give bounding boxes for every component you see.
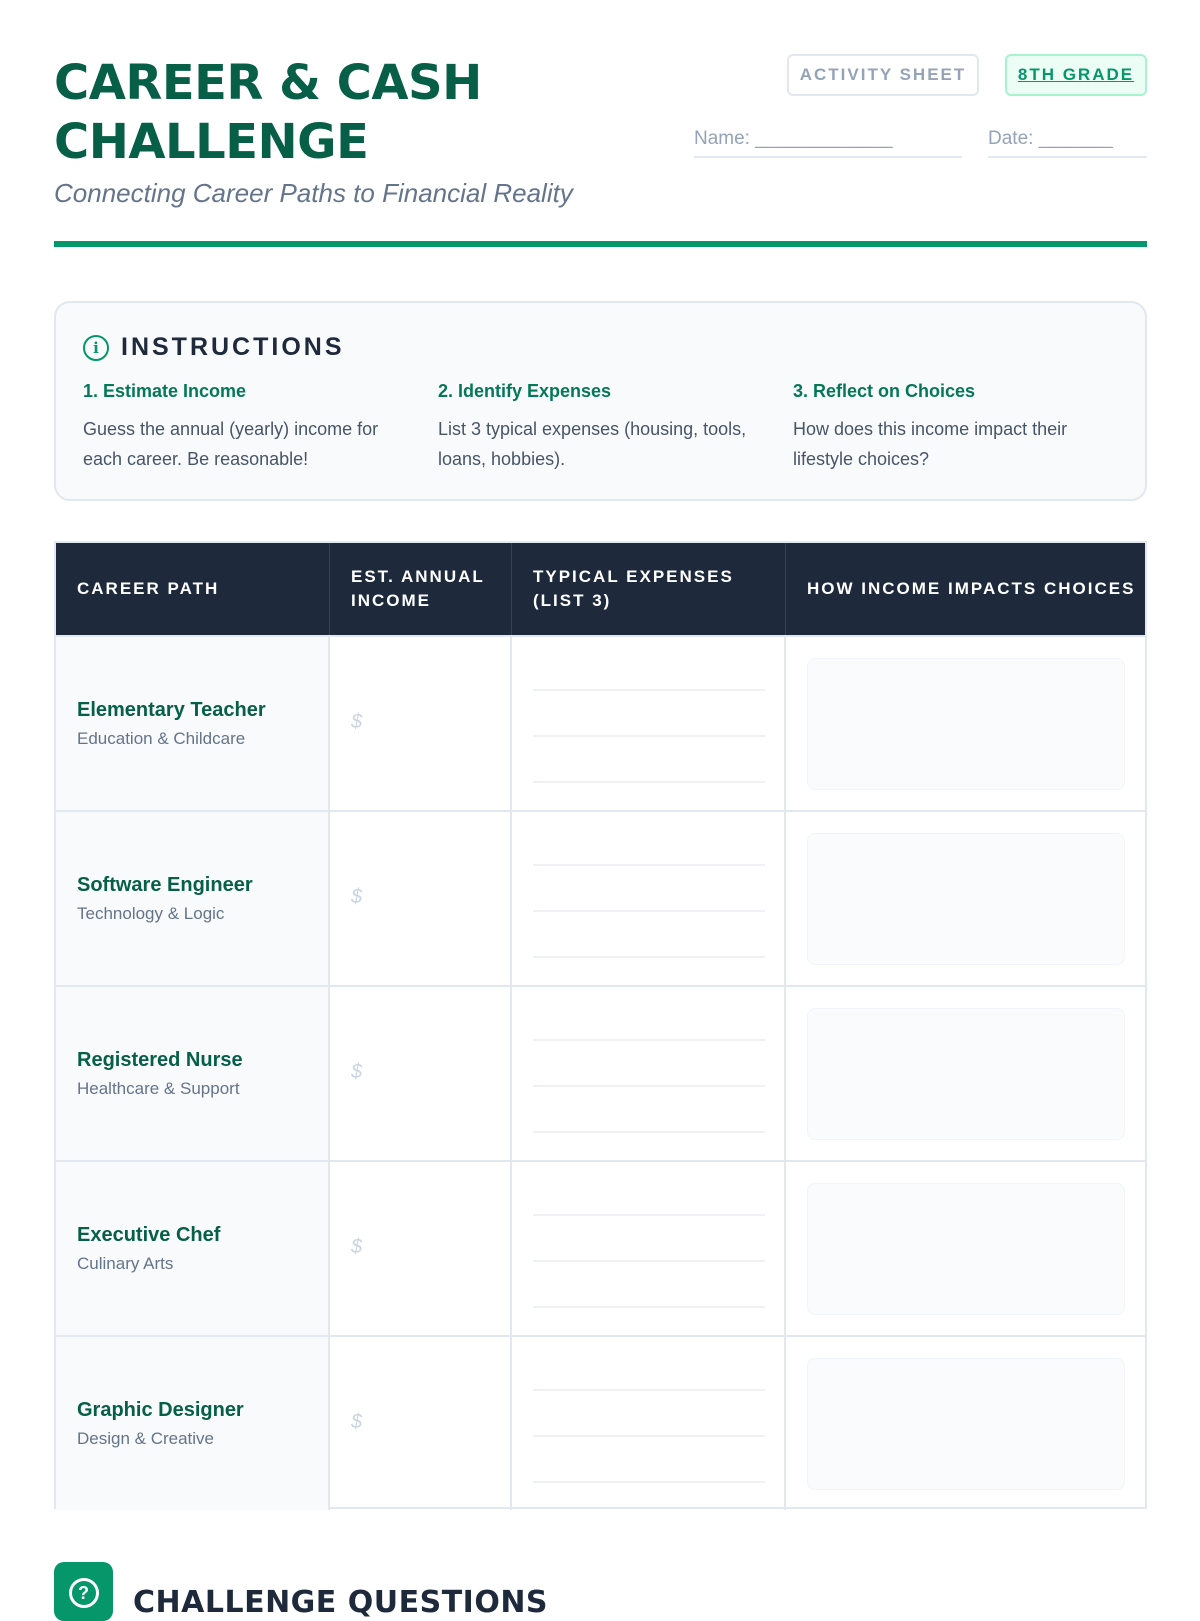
table-row (56, 1335, 1145, 1510)
impact-answer-box[interactable] (807, 1358, 1125, 1490)
expense-line[interactable] (533, 1131, 765, 1133)
date-field[interactable]: Date: _______ (988, 122, 1147, 158)
activity-sheet-badge: ACTIVITY SHEET (787, 54, 979, 96)
career-category: Culinary Arts (77, 1254, 174, 1273)
dollar-sign-placeholder: $ (351, 711, 363, 733)
page-subtitle: Connecting Career Paths to Financial Reality (54, 178, 573, 208)
impact-answer-box[interactable] (807, 1008, 1125, 1140)
dollar-sign-placeholder: $ (351, 886, 363, 908)
career-category: Technology & Logic (77, 904, 225, 923)
instruction-step (438, 381, 768, 474)
expense-line[interactable] (533, 910, 765, 912)
impact-cell (786, 1162, 1145, 1335)
expense-line[interactable] (533, 864, 765, 866)
income-input-cell[interactable] (330, 637, 512, 810)
career-category: Education & Childcare (77, 729, 246, 748)
dollar-sign-placeholder: $ (351, 1236, 363, 1258)
expenses-input-cell[interactable] (512, 987, 786, 1160)
table-row (56, 635, 1145, 810)
expense-line[interactable] (533, 956, 765, 958)
table-row (56, 985, 1145, 1160)
impact-cell (786, 812, 1145, 985)
career-name: Registered Nurse (77, 1049, 243, 1071)
expense-line[interactable] (533, 1435, 765, 1437)
career-category: Design & Creative (77, 1429, 215, 1448)
page-title: CAREER & CASH CHALLENGE (54, 55, 482, 170)
step-body: Guess the annual (yearly) income for each career. Be reasonable! (83, 419, 379, 469)
impact-answer-box[interactable] (807, 1183, 1125, 1315)
instructions-title: INSTRUCTIONS (121, 333, 345, 361)
instructions-header (83, 333, 345, 362)
step-body: How does this income impact their lifestyle choices? (793, 419, 1068, 469)
expenses-input-cell[interactable] (512, 812, 786, 985)
instruction-step (793, 381, 1123, 474)
column-header-impact: HOW INCOME IMPACTS CHOICES (807, 579, 1136, 598)
dollar-sign-placeholder: $ (351, 1411, 363, 1433)
challenge-section-header (54, 1562, 548, 1621)
column-header-expenses: TYPICAL EXPENSES (LIST 3) (512, 543, 786, 635)
name-field[interactable]: Name: _____________ (694, 122, 962, 158)
question-icon-badge (54, 1562, 113, 1621)
expense-line[interactable] (533, 1260, 765, 1262)
challenge-title: CHALLENGE QUESTIONS (133, 1585, 549, 1620)
career-cell (56, 637, 330, 810)
career-name: Elementary Teacher (77, 699, 266, 721)
page-header (54, 54, 1147, 248)
expense-line[interactable] (533, 1481, 765, 1483)
header-divider (54, 241, 1147, 247)
dollar-sign-placeholder: $ (351, 1061, 363, 1083)
instruction-step (83, 381, 413, 474)
expense-line[interactable] (533, 1214, 765, 1216)
instructions-panel (54, 301, 1147, 501)
expense-line[interactable] (533, 1389, 765, 1391)
career-name: Executive Chef (77, 1224, 221, 1246)
column-header-income: EST. ANNUAL INCOME (330, 543, 512, 635)
career-cell (56, 1337, 330, 1510)
career-name: Graphic Designer (77, 1399, 244, 1421)
grade-badge: 8TH GRADE (1005, 54, 1147, 96)
career-category: Healthcare & Support (77, 1079, 240, 1098)
career-table (54, 541, 1147, 1509)
impact-answer-box[interactable] (807, 658, 1125, 790)
expense-line[interactable] (533, 1306, 765, 1308)
step-title: 1. Estimate Income (83, 381, 247, 401)
impact-cell (786, 1337, 1145, 1510)
step-body: List 3 typical expenses (housing, tools, loans, hobbies). (438, 419, 747, 469)
expense-line[interactable] (533, 1039, 765, 1041)
career-name: Software Engineer (77, 874, 253, 896)
question-icon: ? (69, 1578, 99, 1608)
impact-cell (786, 987, 1145, 1160)
impact-answer-box[interactable] (807, 833, 1125, 965)
step-title: 2. Identify Expenses (438, 381, 612, 401)
income-input-cell[interactable] (330, 1162, 512, 1335)
expense-line[interactable] (533, 1085, 765, 1087)
career-cell (56, 812, 330, 985)
expense-line[interactable] (533, 735, 765, 737)
expenses-input-cell[interactable] (512, 637, 786, 810)
table-header (56, 543, 1145, 635)
income-input-cell[interactable] (330, 812, 512, 985)
info-icon: i (83, 335, 109, 361)
table-row (56, 810, 1145, 985)
column-header-career: CAREER PATH (56, 543, 330, 635)
expenses-input-cell[interactable] (512, 1162, 786, 1335)
impact-cell (786, 637, 1145, 810)
career-cell (56, 987, 330, 1160)
table-row (56, 1160, 1145, 1335)
expense-line[interactable] (533, 689, 765, 691)
step-title: 3. Reflect on Choices (793, 381, 976, 401)
income-input-cell[interactable] (330, 987, 512, 1160)
expenses-input-cell[interactable] (512, 1337, 786, 1510)
expense-line[interactable] (533, 781, 765, 783)
career-cell (56, 1162, 330, 1335)
income-input-cell[interactable] (330, 1337, 512, 1510)
